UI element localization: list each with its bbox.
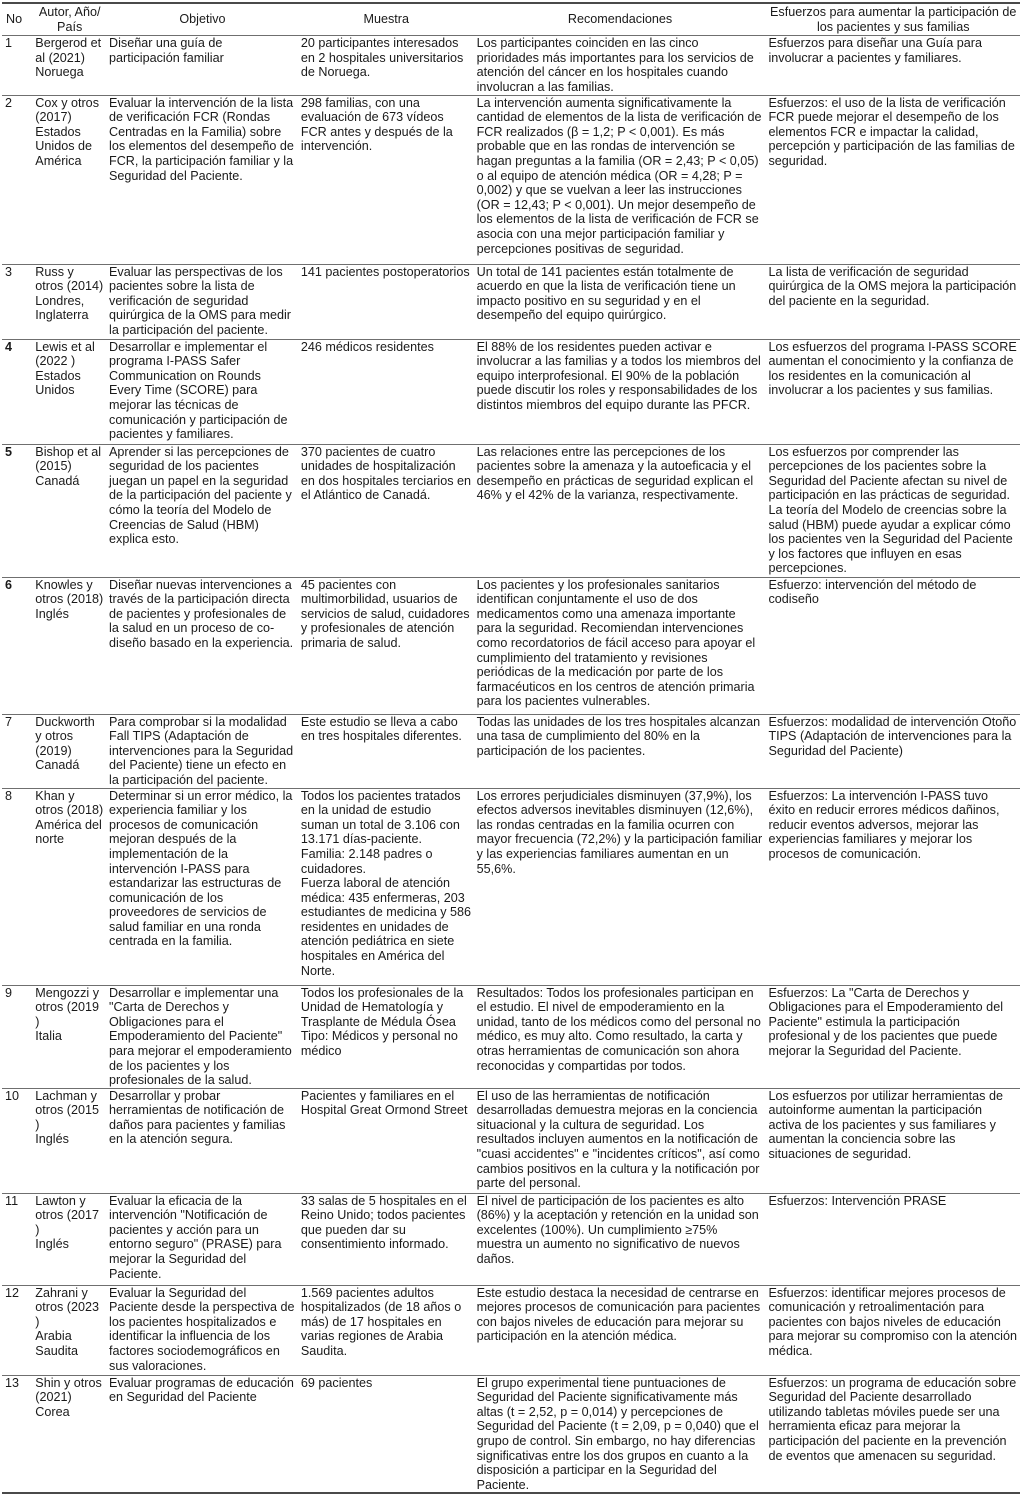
recommendations-cell xyxy=(474,444,766,577)
objective-cell xyxy=(106,1193,298,1285)
sample-cell-text: 1.569 pacientes adultos hospitalizados (de 18 años o más) de 17 hospitales en varias regiones de Arabia Saudita. xyxy=(300,1285,462,1359)
efforts-cell xyxy=(765,1088,1020,1193)
author-cell-text: Khan y otros (2018) América del norte xyxy=(35,788,104,847)
table-row xyxy=(2,1285,1020,1375)
sample-cell-text: 69 pacientes xyxy=(300,1375,373,1390)
recommendations-cell-text: Los errores perjudiciales disminuyen (37,9%), los efectos adversos inevitables disminuyen (12,6%), las rondas centradas en la familia ocurren con mayor frecuencia (72,2%) y la participación familiar y las experiencias familiares aumentan en un 55,6%. xyxy=(476,788,763,876)
sample-cell-text: 298 familias, con una evaluación de 673 vídeos FCR antes y después de la intervención. xyxy=(300,95,453,154)
recommendations-cell xyxy=(474,1193,766,1285)
header-efforts: Esfuerzos para aumentar la participación de los pacientes y sus familias xyxy=(765,3,1020,36)
recommendations-cell xyxy=(474,339,766,444)
efforts-cell xyxy=(765,1375,1020,1493)
objective-cell xyxy=(106,1088,298,1193)
sample-cell xyxy=(298,577,474,714)
recommendations-cell-text: El 88% de los residentes pueden activar e involucrar a las familias y a todos los miembros del equipo interprofesional. El 90% de la población puede discutir los roles y responsabilidades de los distintos miembros del equipo durante las PFCR. xyxy=(476,339,761,412)
row-number: 10 xyxy=(2,1088,32,1193)
efforts-cell-text: Esfuerzo: intervención del método de codiseño xyxy=(768,577,977,607)
recommendations-cell xyxy=(474,95,766,264)
sample-cell xyxy=(298,1193,474,1285)
recommendations-cell xyxy=(474,714,766,788)
row-number: 7 xyxy=(2,714,32,788)
author-cell xyxy=(32,95,106,264)
recommendations-cell-text: Los pacientes y los profesionales sanitarios identifican conjuntamente el uso de dos medicamentos como una amenaza importante para la seguridad. Recomiendan intervenciones como recordatorios de fácil acceso para apoyar el cumplimiento del tratamiento y revisiones periódicas de la medicación por parte de los farmacéuticos en los centros de atención primaria para los pacientes vulnerables. xyxy=(476,577,756,709)
recommendations-cell-text: Todas las unidades de los tres hospitales alcanzan una tasa de cumplimiento del 80% en la participación de los pacientes. xyxy=(476,714,761,758)
author-cell-text: Mengozzi y otros (2019 ) Italia xyxy=(35,985,100,1044)
table-row xyxy=(2,1193,1020,1285)
efforts-cell xyxy=(765,788,1020,985)
author-cell xyxy=(32,577,106,714)
sample-cell xyxy=(298,339,474,444)
author-cell-text: Duckworth y otros (2019) Canadá xyxy=(35,714,95,773)
efforts-cell-text: Esfuerzos: un programa de educación sobre Seguridad del Paciente desarrollado utilizando tabletas móviles puede ser una herramienta eficaz para mejorar la participación del paciente en la prevención de eventos que amenacen su seguridad. xyxy=(768,1375,1017,1463)
author-cell xyxy=(32,714,106,788)
efforts-cell xyxy=(765,264,1020,339)
efforts-cell xyxy=(765,444,1020,577)
objective-cell xyxy=(106,444,298,577)
objective-cell-text: Evaluar la intervención de la lista de verificación FCR (Rondas Centradas en la Familia) sobre los elementos del desempeño de FCR, la participación familiar y la Seguridad del Paciente. xyxy=(109,95,294,183)
table-row xyxy=(2,339,1020,444)
row-number: 3 xyxy=(2,264,32,339)
sample-cell-text: 141 pacientes postoperatorios xyxy=(300,264,470,279)
efforts-cell-text: Los esfuerzos por comprender las percepciones de los pacientes sobre la Seguridad del Paciente afectan su nivel de participación en las prácticas de seguridad. La teoría del Modelo de creencias sobre la salud (HBM) puede ayudar a explicar cómo los pacientes ven la Seguridad del Paciente y los factores que influyen en esas percepciones. xyxy=(768,444,1013,576)
author-cell-text: Lewis et al (2022 ) Estados Unidos xyxy=(35,339,95,398)
recommendations-cell-text: El grupo experimental tiene puntuaciones de Seguridad del Paciente significativamente más altas (t = 2,52, p = 0,014) y percepciones de Seguridad del Paciente (t = 2,09, p = 0,040) que el grupo de control. Sin embargo, no hay diferencias significativas entre los dos grupos en cuanto a la disposición a participar en la Seguridad del Paciente. xyxy=(476,1375,759,1492)
efforts-cell xyxy=(765,714,1020,788)
recommendations-cell-text: Resultados: Todos los profesionales participan en el estudio. El nivel de empoderamiento en la unidad, tanto de los médicos como del personal no médico, es muy alto. Como resultado, la carta y otras herramientas de comunicación son ahora reconocidas y compartidas por todos. xyxy=(476,985,761,1073)
author-cell xyxy=(32,1375,106,1493)
author-cell-text: Russ y otros (2014) Londres, Inglaterra xyxy=(35,264,104,323)
efforts-cell xyxy=(765,985,1020,1088)
objective-cell-text: Diseñar nuevas intervenciones a través de la participación directa de pacientes y profesionales de la salud en un proceso de co-diseño basado en la experiencia. xyxy=(109,577,294,650)
row-number: 11 xyxy=(2,1193,32,1285)
header-row xyxy=(2,3,1020,36)
objective-cell xyxy=(106,985,298,1088)
sample-cell-text: 20 participantes interesados en 2 hospitales universitarios de Noruega. xyxy=(300,36,464,80)
header-author-label: Autor, Año/ País xyxy=(38,5,101,34)
efforts-cell-text: Esfuerzos: La intervención I-PASS tuvo éxito en reducir errores médicos dañinos, reducir eventos adversos, mejorar las experiencias familiares y mejorar los procesos de comunicación. xyxy=(768,788,1000,861)
sample-cell xyxy=(298,95,474,264)
table-row xyxy=(2,1088,1020,1193)
objective-cell-text: Aprender si las percepciones de seguridad de los pacientes juegan un papel en la seguridad de la participación del paciente y cómo la teoría del Modelo de Creencias de Salud (HBM) explica esto. xyxy=(109,444,292,547)
objective-cell xyxy=(106,577,298,714)
studies-table xyxy=(2,2,1020,1494)
header-no: No xyxy=(2,3,32,36)
author-cell xyxy=(32,1285,106,1375)
sample-cell xyxy=(298,1088,474,1193)
sample-cell xyxy=(298,714,474,788)
efforts-cell xyxy=(765,577,1020,714)
author-cell-text: Lachman y otros (2015 ) Inglés xyxy=(35,1088,100,1147)
objective-cell xyxy=(106,1375,298,1493)
recommendations-cell xyxy=(474,36,766,95)
objective-cell xyxy=(106,788,298,985)
table-row xyxy=(2,714,1020,788)
sample-cell-text: Pacientes y familiares en el Hospital Great Ormond Street xyxy=(300,1088,468,1118)
author-cell-text: Knowles y otros (2018) Inglés xyxy=(35,577,104,621)
row-number: 4 xyxy=(2,339,32,444)
row-number: 12 xyxy=(2,1285,32,1375)
author-cell xyxy=(32,1193,106,1285)
sample-cell xyxy=(298,36,474,95)
objective-cell-text: Desarrollar e implementar una "Carta de Derechos y Obligaciones para el Empoderamiento del Paciente" para mejorar el empoderamiento de los pacientes y los profesionales de la salud. xyxy=(109,985,292,1088)
objective-cell-text: Evaluar programas de educación en Seguridad del Paciente xyxy=(109,1375,294,1405)
table-row xyxy=(2,264,1020,339)
objective-cell xyxy=(106,1285,298,1375)
sample-cell xyxy=(298,1375,474,1493)
table-row xyxy=(2,985,1020,1088)
objective-cell-text: Para comprobar si la modalidad Fall TIPS (Adaptación de intervenciones para la Seguridad del Paciente) tiene un efecto en la participación del paciente. xyxy=(109,714,294,787)
objective-cell-text: Diseñar una guía de participación familiar xyxy=(109,36,224,65)
sample-cell xyxy=(298,1285,474,1375)
recommendations-cell-text: Un total de 141 pacientes están totalmente de acuerdo en que la lista de verificación tiene un impacto positivo en su seguridad y en el desempeño del equipo quirúrgico. xyxy=(476,264,736,323)
author-cell xyxy=(32,339,106,444)
author-cell xyxy=(32,788,106,985)
row-number: 1 xyxy=(2,36,32,95)
objective-cell-text: Evaluar la eficacia de la intervención "Notificación de pacientes y acción para un entorno seguro" (PRASE) para mejorar la Seguridad del Paciente. xyxy=(109,1193,282,1281)
header-recommendations: Recomendaciones xyxy=(474,3,766,36)
recommendations-cell-text: El uso de las herramientas de notificación desarrolladas demuestra mejoras en la conciencia situacional y la cultura de seguridad. Los resultados incluyen aumentos en la notificación de "cuasi accidentes" e "incidentes críticos", así como cambios positivos en la cultura y la notificación por parte del personal. xyxy=(476,1088,760,1191)
table-row xyxy=(2,788,1020,985)
sample-cell xyxy=(298,444,474,577)
author-cell-text: Zahrani y otros (2023 ) Arabia Saudita xyxy=(35,1285,100,1359)
objective-cell xyxy=(106,264,298,339)
efforts-cell xyxy=(765,95,1020,264)
sample-cell xyxy=(298,788,474,985)
efforts-cell-text: Esfuerzos: Intervención PRASE xyxy=(768,1193,947,1208)
author-cell-text: Cox y otros (2017) Estados Unidos de América xyxy=(35,95,99,168)
sample-cell-text: Este estudio se lleva a cabo en tres hospitales diferentes. xyxy=(300,714,462,744)
row-number: 5 xyxy=(2,444,32,577)
objective-cell xyxy=(106,95,298,264)
efforts-cell xyxy=(765,36,1020,95)
objective-cell xyxy=(106,339,298,444)
sample-cell-text: Todos los profesionales de la Unidad de Hematología y Trasplante de Médula Ósea Tipo: Médicos y personal no médico xyxy=(300,985,464,1058)
author-cell-text: Lawton y otros (2017 ) Inglés xyxy=(35,1193,100,1252)
efforts-cell xyxy=(765,339,1020,444)
author-cell xyxy=(32,985,106,1088)
recommendations-cell xyxy=(474,577,766,714)
efforts-cell-text: Esfuerzos: modalidad de intervención Otoño TIPS (Adaptación de intervenciones para la Seguridad del Paciente) xyxy=(768,714,1017,758)
efforts-cell xyxy=(765,1285,1020,1375)
recommendations-cell xyxy=(474,1088,766,1193)
table-row xyxy=(2,1375,1020,1493)
row-number: 13 xyxy=(2,1375,32,1493)
table-row xyxy=(2,577,1020,714)
sample-cell-text: Todos los pacientes tratados en la unidad de estudio suman un total de 3.106 con 13.171 días-paciente. Familia: 2.148 padres o cuidadores. Fuerza laboral de atención médica: 435 enfermeras, 203 estudiantes de medicina y 586 residentes en unidades de atención pediátrica en siete hospitales en América del Norte. xyxy=(300,788,472,978)
header-sample: Muestra xyxy=(298,3,474,36)
table-body xyxy=(2,36,1020,1494)
recommendations-cell-text: El nivel de participación de los pacientes es alto (86%) y la aceptación y retención en la unidad son excelentes (100%). Un cumplimiento ≥75% muestra un aumento no significativo de nuevos daños. xyxy=(476,1193,759,1267)
efforts-cell-text: Esfuerzos para diseñar una Guía para involucrar a pacientes y familiares. xyxy=(768,36,982,65)
objective-cell-text: Desarrollar e implementar el programa I-PASS Safer Communication on Rounds Every Time (SCORE) para mejorar las técnicas de comunicación y participación de pacientes y familiares. xyxy=(109,339,288,442)
table-row xyxy=(2,444,1020,577)
row-number: 6 xyxy=(2,577,32,714)
table-header xyxy=(2,3,1020,36)
recommendations-cell xyxy=(474,1375,766,1493)
recommendations-cell xyxy=(474,985,766,1088)
recommendations-cell xyxy=(474,264,766,339)
sample-cell xyxy=(298,264,474,339)
author-cell-text: Bergerod et al (2021) Noruega xyxy=(35,36,102,80)
header-objective: Objetivo xyxy=(106,3,298,36)
sample-cell xyxy=(298,985,474,1088)
row-number: 9 xyxy=(2,985,32,1088)
header-author xyxy=(32,3,106,36)
efforts-cell-text: Esfuerzos: La "Carta de Derechos y Obligaciones para el Empoderamiento del Paciente" estimula la participación profesional y de los pacientes que puede mejorar la Seguridad del Paciente. xyxy=(768,985,1003,1058)
author-cell-text: Bishop et al (2015) Canadá xyxy=(35,444,102,488)
efforts-cell-text: Esfuerzos: el uso de la lista de verificación FCR puede mejorar el desempeño de los elementos FCR e impactar la calidad, percepción y participación de las familias de seguridad. xyxy=(768,95,1015,168)
recommendations-cell-text: La intervención aumenta significativamente la cantidad de elementos de la lista de verificación de FCR realizados (β = 1,2; P < 0,001). Es más probable que en las rondas de intervención se hagan preguntas a la familia (OR = 2,43; P < 0,05) o al equipo de atención médica (OR = 4,28; P = 0,002) y que se vuelvan a leer las instrucciones (OR = 12,43; P < 0,001). Un mejor desempeño de los elementos de la lista de verificación de FCR se asocia con una mejor participación familiar y percepciones positivas de seguridad. xyxy=(476,95,762,256)
author-cell xyxy=(32,1088,106,1193)
objective-cell-text: Desarrollar y probar herramientas de notificación de daños para pacientes y familias en la atención segura. xyxy=(109,1088,286,1147)
efforts-cell-text: Los esfuerzos por utilizar herramientas de autoinforme aumentan la participación activa de los pacientes y sus familiares y aumentan la conciencia sobre las situaciones de seguridad. xyxy=(768,1088,1003,1162)
author-cell xyxy=(32,264,106,339)
table-row xyxy=(2,95,1020,264)
recommendations-cell xyxy=(474,1285,766,1375)
recommendations-cell xyxy=(474,788,766,985)
objective-cell-text: Evaluar las perspectivas de los pacientes sobre la lista de verificación de seguridad quirúrgica de la OMS para medir la participación del paciente. xyxy=(109,264,292,337)
objective-cell xyxy=(106,36,298,95)
sample-cell-text: 370 pacientes de cuatro unidades de hospitalización en dos hospitales terciarios en el Atlántico de Canadá. xyxy=(300,444,472,503)
efforts-cell-text: Esfuerzos: identificar mejores procesos de comunicación y retroalimentación para pacientes con bajos niveles de educación para mejorar su compromiso con la atención médica. xyxy=(768,1285,1017,1359)
objective-cell-text: Determinar si un error médico, la experiencia familiar y los procesos de comunicación mejoran después de la implementación de la intervención I-PASS para estandarizar las estructuras de comunicación de los proveedores de servicios de salud familiar en una ronda centrada en la familia. xyxy=(109,788,293,949)
recommendations-cell-text: Los participantes coinciden en las cinco prioridades más importantes para los servicios de atención del cáncer en los hospitales cuando involucran a las familias. xyxy=(476,36,754,94)
objective-cell-text: Evaluar la Seguridad del Paciente desde la perspectiva de los pacientes hospitalizados e identificar la influencia de los factores sociodemográficos en sus valoraciones. xyxy=(109,1285,295,1373)
sample-cell-text: 246 médicos residentes xyxy=(300,339,434,354)
sample-cell-text: 33 salas de 5 hospitales en el Reino Unido; todos pacientes que pueden dar su consentimiento informado. xyxy=(300,1193,467,1252)
row-number: 2 xyxy=(2,95,32,264)
recommendations-cell-text: Las relaciones entre las percepciones de los pacientes sobre la amenaza y la autoeficacia y el desempeño en prácticas de seguridad explican el 46% y el 42% de la varianza, respectivamente. xyxy=(476,444,754,503)
row-number: 8 xyxy=(2,788,32,985)
sample-cell-text: 45 pacientes con multimorbilidad, usuarios de servicios de salud, cuidadores y profesionales de atención primaria de salud. xyxy=(300,577,470,650)
objective-cell xyxy=(106,714,298,788)
efforts-cell-text: La lista de verificación de seguridad quirúrgica de la OMS mejora la participación del paciente en la seguridad. xyxy=(768,264,1017,308)
efforts-cell xyxy=(765,1193,1020,1285)
author-cell xyxy=(32,36,106,95)
recommendations-cell-text: Este estudio destaca la necesidad de centrarse en mejores procesos de comunicación para pacientes con bajos niveles de educación para mejorar su participación en la atención médica. xyxy=(476,1285,761,1344)
author-cell-text: Shin y otros (2021) Corea xyxy=(35,1375,102,1419)
efforts-cell-text: Los esfuerzos del programa I-PASS SCORE aumentan el conocimiento y la confianza de los residentes en la comunicación al involucrar a los pacientes y sus familias. xyxy=(768,339,1017,398)
table-row xyxy=(2,36,1020,95)
author-cell xyxy=(32,444,106,577)
